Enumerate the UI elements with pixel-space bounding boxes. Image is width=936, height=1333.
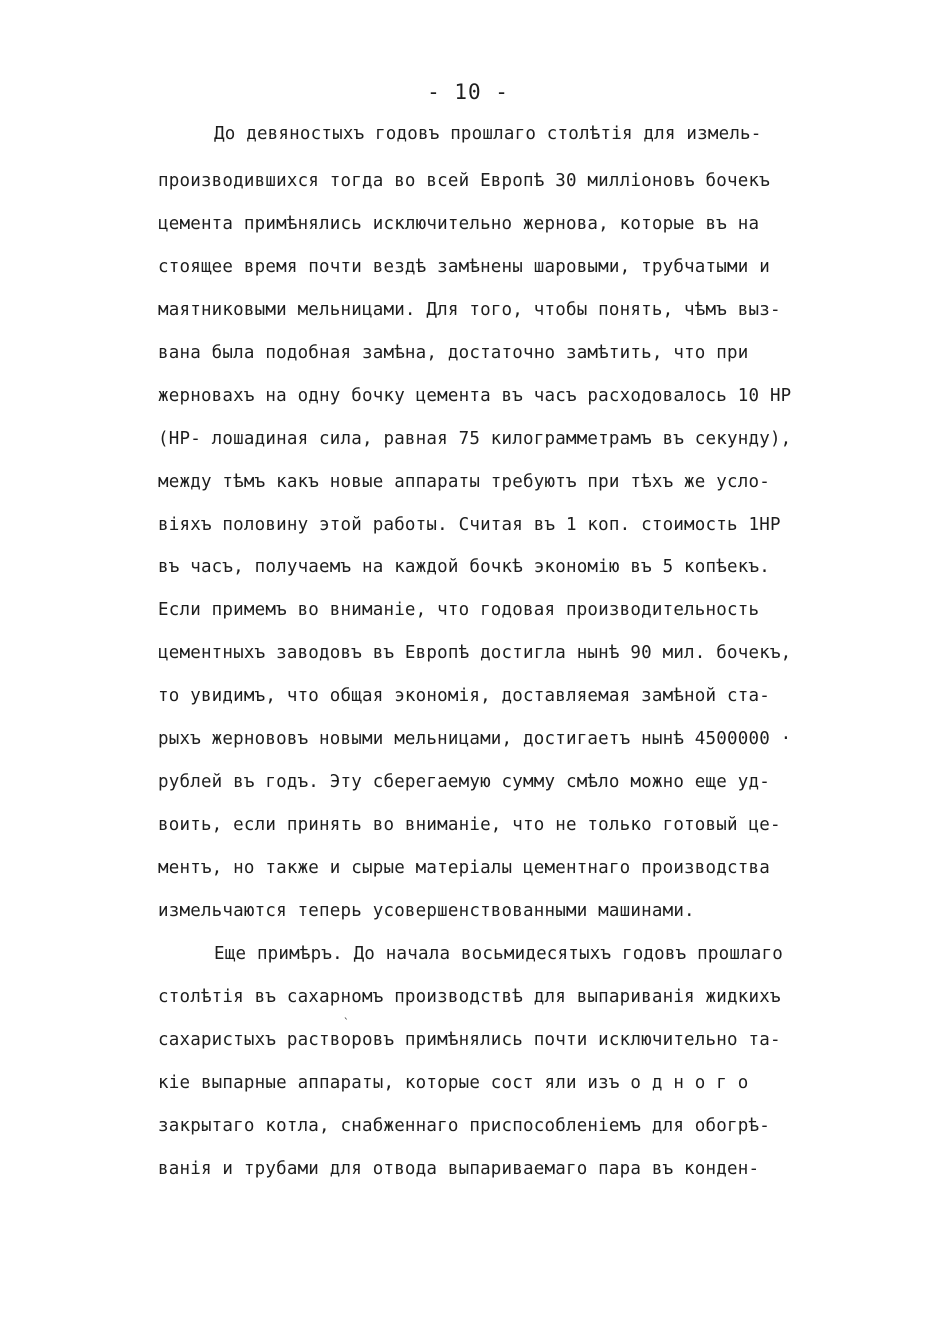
text-line: цементныхъ заводовъ въ Европѣ достигла нынѣ 90 мил. бочекъ, bbox=[158, 643, 792, 663]
text-line: Если примемъ во вниманіе, что годовая производительность bbox=[158, 600, 760, 620]
page-number: - 10 - bbox=[427, 80, 509, 104]
text-line: цемента примѣнялись исключительно жернова, которые въ на bbox=[158, 214, 760, 234]
text-line: (НР- лошадиная сила, равная 75 килограмметрамъ въ секунду), bbox=[158, 429, 792, 449]
text-line: то увидимъ, что общая экономія, доставляемая замѣной ста- bbox=[158, 686, 770, 706]
text-line: До девяностыхъ годовъ прошлаго столѣтія для измель- bbox=[214, 124, 762, 144]
text-line: маятниковыми мельницами. Для того, чтобы понять, чѣмъ выз- bbox=[158, 300, 781, 320]
text-line: въ часъ, получаемъ на каждой бочкѣ экономію въ 5 копѣекъ. bbox=[158, 557, 770, 577]
text-line: жерновахъ на одну бочку цемента въ часъ расходовалось 10 НР bbox=[158, 386, 792, 406]
stray-mark: ` bbox=[343, 1016, 350, 1029]
text-line: рублей въ годъ. Эту сберегаемую сумму смѣло можно еще уд- bbox=[158, 772, 770, 792]
text-line: Еще примѣръ. До начала восьмидесятыхъ годовъ прошлаго bbox=[214, 944, 784, 964]
text-line: производившихся тогда во всей Европѣ 30 милліоновъ бочекъ bbox=[158, 171, 770, 191]
text-line: кіе выпарные аппараты, которые сост яли изъ о д н о г о bbox=[158, 1073, 749, 1093]
text-line: рыхъ жернововъ новыми мельницами, достигаетъ нынѣ 4500000 · bbox=[158, 729, 792, 749]
text-line: между тѣмъ какъ новые аппараты требуютъ при тѣхъ же усло- bbox=[158, 472, 770, 492]
text-line: вана была подобная замѣна, достаточно замѣтить, что при bbox=[158, 343, 749, 363]
text-line: измельчаются теперь усовершенствованными машинами. bbox=[158, 901, 695, 921]
text-line: воить, если принять во вниманіе, что не только готовый це- bbox=[158, 815, 781, 835]
text-line: віяхъ половину этой работы. Считая въ 1 коп. стоимость 1НР bbox=[158, 515, 781, 535]
text-line: столѣтія въ сахарномъ производствѣ для выпариванія жидкихъ bbox=[158, 987, 781, 1007]
text-line: сахаристыхъ растворовъ примѣнялись почти исключительно та- bbox=[158, 1030, 781, 1050]
text-line: ментъ, но также и сырые матеріалы цементнаго производства bbox=[158, 858, 770, 878]
text-line: стоящее время почти вездѣ замѣнены шаровыми, трубчатыми и bbox=[158, 257, 770, 277]
text-line: ванія и трубами для отвода выпариваемаго пара въ конден- bbox=[158, 1159, 760, 1179]
text-line: закрытаго котла, снабженнаго приспособленіемъ для обогрѣ- bbox=[158, 1116, 770, 1136]
